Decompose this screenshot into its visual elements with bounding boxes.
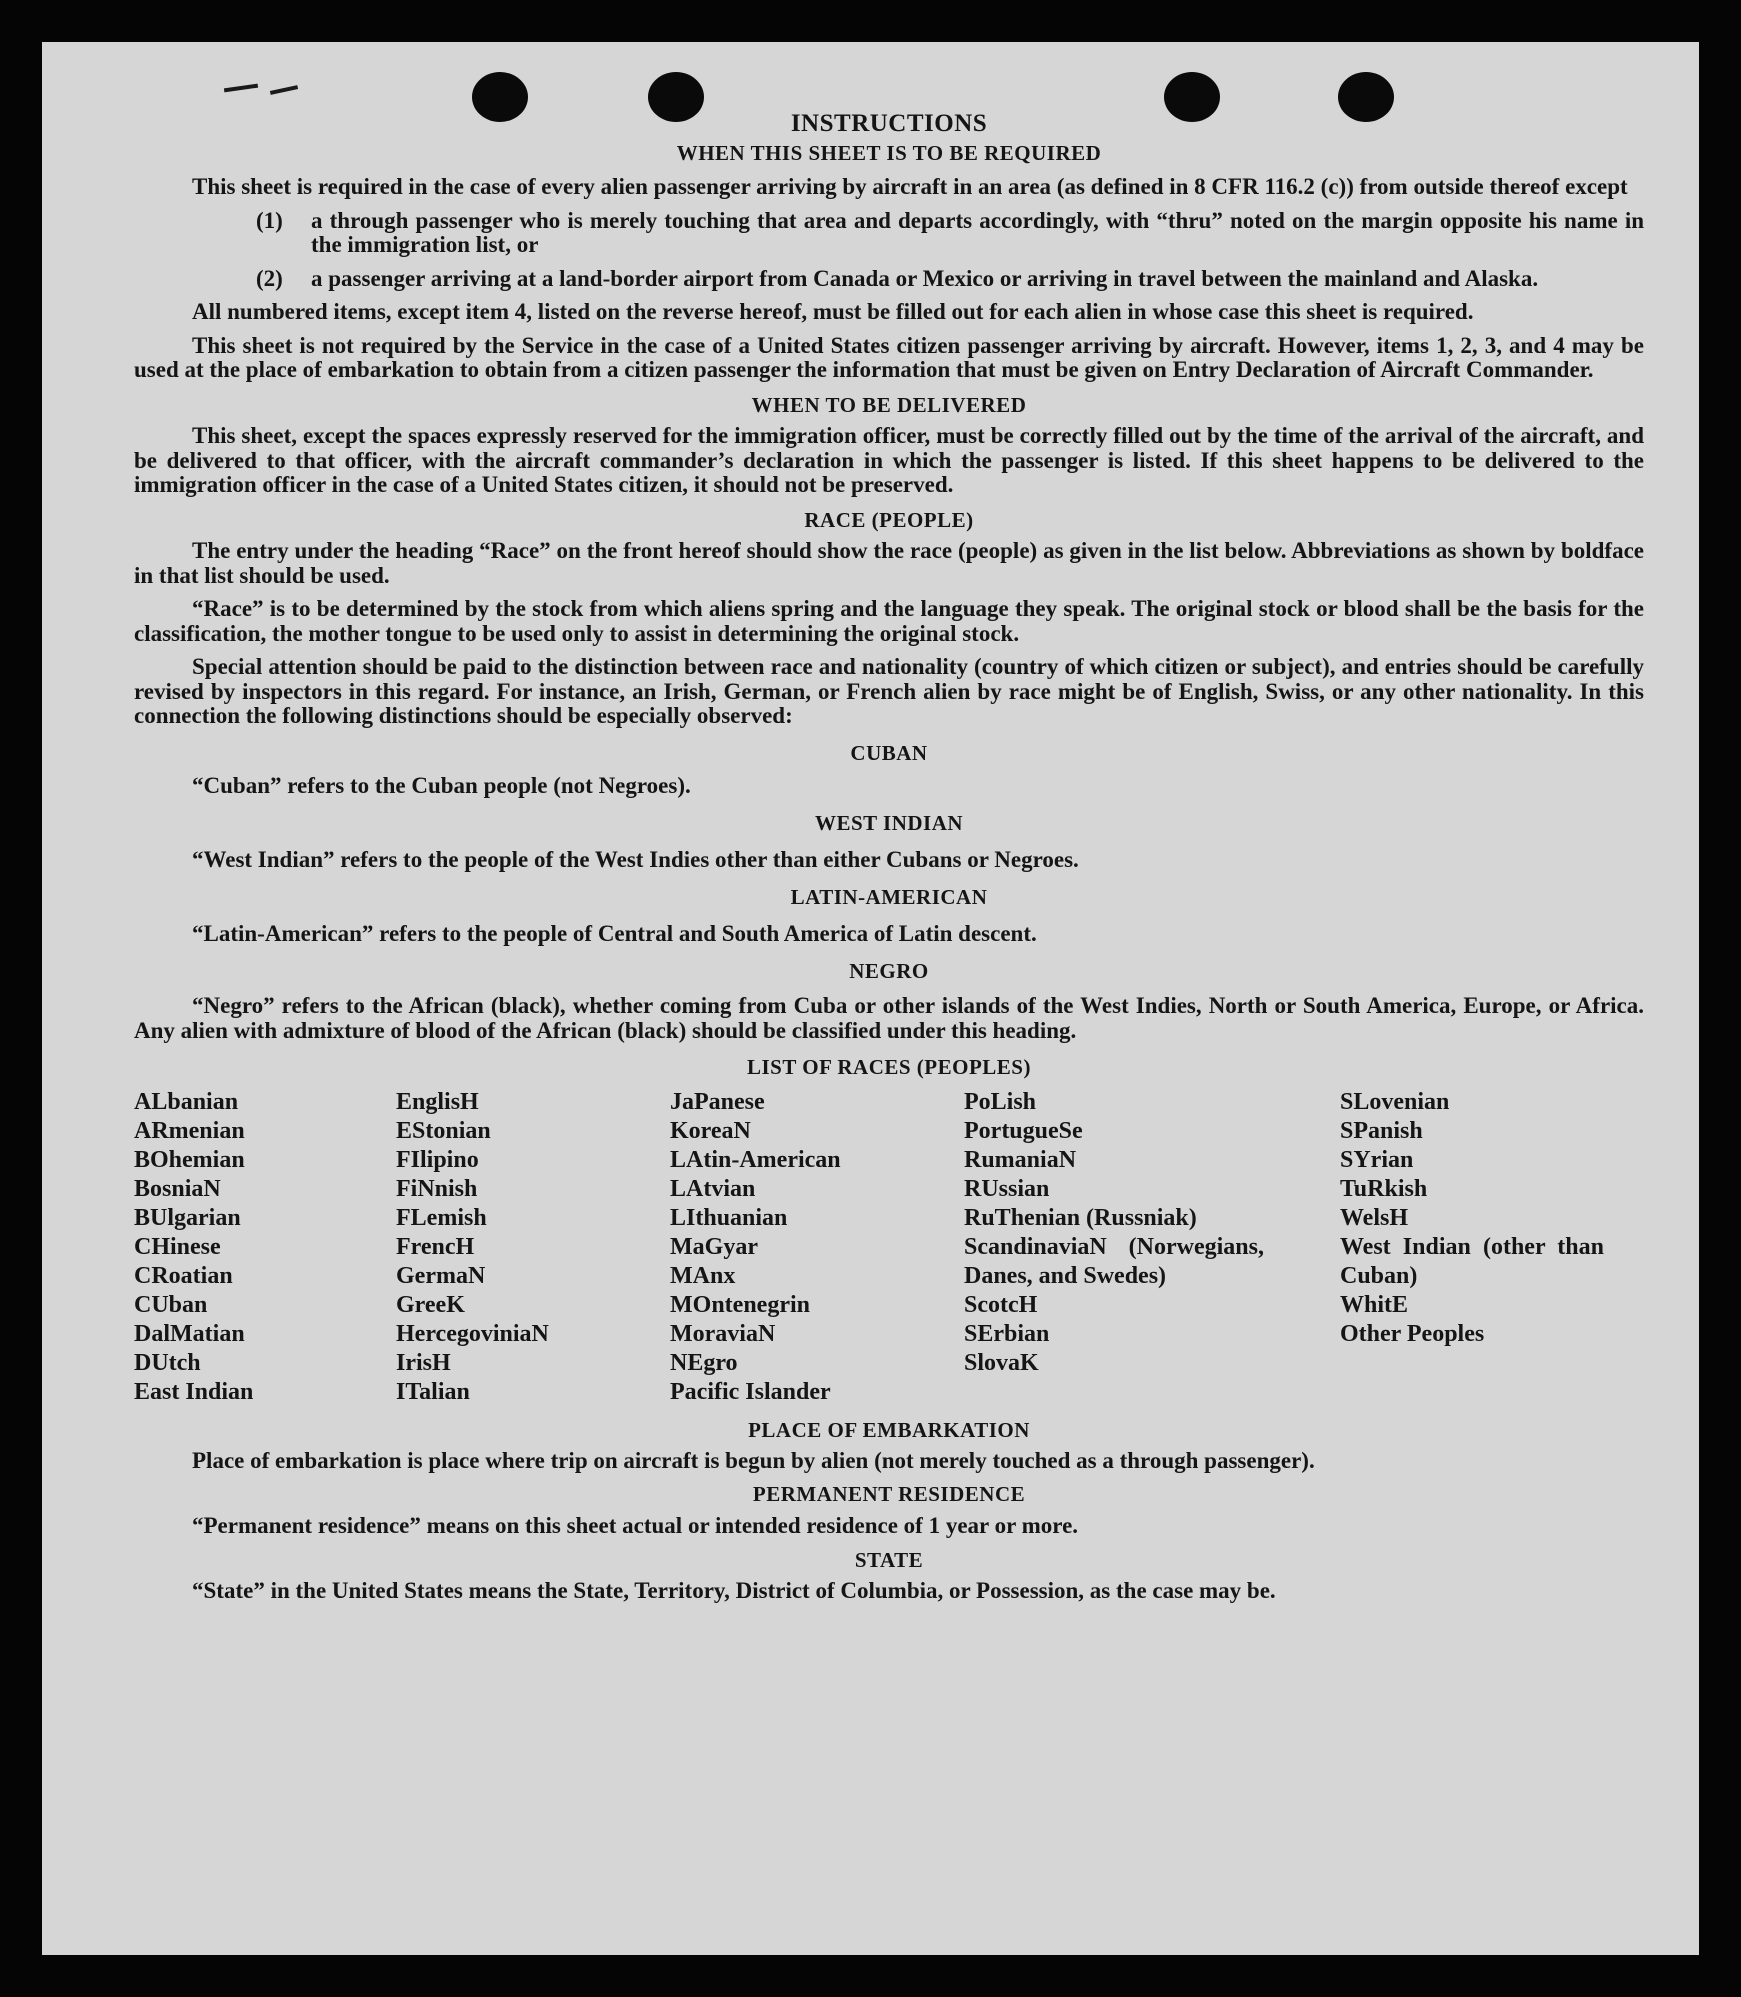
state-text: “State” in the United States means the State, Territory, District of Columbia, or Possession, as the case may be. — [192, 1578, 1276, 1603]
race-entry: SLovenian — [1340, 1088, 1450, 1115]
section-heading-required: WHEN THIS SHEET IS TO BE REQUIRED — [676, 140, 1102, 165]
race-entry: MoraviaN — [670, 1320, 776, 1347]
race-entry: BUlgarian — [134, 1204, 241, 1231]
exception-number: (1) — [256, 207, 283, 233]
heading-permanent-residence: PERMANENT RESIDENCE — [752, 1481, 1026, 1506]
exception-item — [256, 209, 1644, 258]
race-entry: DUtch — [134, 1349, 201, 1376]
race-entry: GermaN — [396, 1262, 486, 1289]
race-entry: JaPanese — [670, 1088, 765, 1115]
embarkation-text: Place of embarkation is place where trip on aircraft is begun by alien (not merely touched as a through passenger). — [192, 1448, 1315, 1473]
race-entry: BOhemian — [134, 1146, 245, 1173]
race-entry: FiNnish — [396, 1175, 478, 1202]
residence-text: “Permanent residence” means on this sheet actual or intended residence of 1 year or more. — [192, 1513, 1079, 1538]
race-entry: ALbanian — [134, 1088, 239, 1115]
race-entry: RUssian — [964, 1175, 1050, 1202]
required-intro: This sheet is required in the case of every alien passenger arriving by aircraft in an area (as defined in 8 CFR 116.2 (c)) from outside thereof except — [192, 174, 1628, 199]
race-entry: LAtin-American — [670, 1146, 841, 1173]
race-entry: DalMatian — [134, 1320, 245, 1347]
race-entry: CUban — [134, 1291, 208, 1318]
race-entry: WelsH — [1340, 1204, 1409, 1231]
race-entry: ITalian — [396, 1378, 470, 1405]
required-para-2: All numbered items, except item 4, listed on the reverse hereof, must be filled out for each alien in whose case this sheet is required. — [192, 299, 1474, 324]
race-entry: KoreaN — [670, 1117, 751, 1144]
race-entry: LAtvian — [670, 1175, 756, 1202]
race-column-5 — [1340, 1088, 1604, 1349]
heading-cuban: CUBAN — [850, 740, 928, 765]
race-entry: MaGyar — [670, 1233, 758, 1260]
required-para-3: This sheet is not required by the Service in the case of a United States citizen passenger arriving by aircraft. However, items 1, 2, 3, and 4 may be used at the place of embarkation to obtain from a citizen passenger the information that must be given on Entry Declaration of Aircraft Commander. — [134, 332, 1644, 382]
race-entry: HercegoviniaN — [396, 1320, 549, 1347]
race-list — [134, 1088, 1644, 1418]
race-column-4 — [964, 1088, 1264, 1378]
race-entry: NEgro — [670, 1349, 738, 1376]
race-entry: GreeK — [396, 1291, 465, 1318]
west-indian-text: “West Indian” refers to the people of the West Indies other than either Cubans or Negroes. — [192, 847, 1079, 872]
race-entry: FLemish — [396, 1204, 487, 1231]
document-sheet — [42, 42, 1699, 1955]
race-entry: TuRkish — [1340, 1175, 1428, 1202]
heading-state: STATE — [854, 1547, 924, 1572]
race-entry: PoLish — [964, 1088, 1037, 1115]
race-column-1 — [134, 1088, 253, 1407]
exception-text: a through passenger who is merely touching that area and departs accordingly, with “thru” noted on the margin opposite his name in the immigration list, or — [311, 207, 1644, 257]
race-entry: IrisH — [396, 1349, 451, 1376]
race-entry: ScandinaviaN (Norwegians, Danes, and Swedes) — [964, 1233, 1264, 1289]
race-entry: WhitE — [1340, 1291, 1409, 1318]
race-entry: EnglisH — [396, 1088, 479, 1115]
race-entry: CHinese — [134, 1233, 221, 1260]
race-entry: SPanish — [1340, 1117, 1423, 1144]
race-entry: RumaniaN — [964, 1146, 1077, 1173]
instructions-content — [134, 112, 1644, 1604]
heading-latin-american: LATIN-AMERICAN — [790, 884, 988, 909]
race-para-2: “Race” is to be determined by the stock from which aliens spring and the language they speak. The original stock or blood shall be the basis for the classification, the mother tongue to be used only to assist in determining the original stock. — [134, 596, 1644, 646]
race-entry: EStonian — [396, 1117, 491, 1144]
race-entry: MAnx — [670, 1262, 736, 1289]
race-entry: SlovaK — [964, 1349, 1039, 1376]
pen-mark — [224, 84, 258, 93]
heading-embarkation: PLACE OF EMBARKATION — [748, 1417, 1030, 1442]
race-column-3 — [670, 1088, 841, 1407]
race-entry: PortugueSe — [964, 1117, 1083, 1144]
race-entry: FrencH — [396, 1233, 475, 1260]
delivered-text: This sheet, except the spaces expressly reserved for the immigration officer, must be correctly filled out by the time of the arrival of the aircraft, and be delivered to that officer, with the aircraft commander’s declaration in which the passenger is listed. If this sheet happens to be delivered to the immigration officer in the case of a United States citizen, it should not be preserved. — [134, 423, 1644, 497]
negro-text: “Negro” refers to the African (black), whether coming from Cuba or other islands of the West Indies, North or South America, Europe, or Africa. Any alien with admixture of blood of the African (black) should be classified under this heading. — [134, 993, 1644, 1043]
race-para-3: Special attention should be paid to the distinction between race and nationality (country of which citizen or subject), and entries should be carefully revised by inspectors in this regard. For instance, an Irish, German, or French alien by race might be of English, Swiss, or any other nationality. In this connection the following distinctions should be especially observed: — [134, 654, 1644, 728]
race-entry: CRoatian — [134, 1262, 233, 1289]
race-entry: West Indian (other than Cuban) — [1340, 1233, 1604, 1289]
race-entry: MOntenegrin — [670, 1291, 810, 1318]
latin-american-text: “Latin-American” refers to the people of Central and South America of Latin descent. — [192, 921, 1037, 946]
exception-text: a passenger arriving at a land-border airport from Canada or Mexico or arriving in travel between the mainland and Alaska. — [311, 265, 1539, 291]
heading-list-of-races: LIST OF RACES (PEOPLES) — [747, 1055, 1031, 1079]
section-heading-race: RACE (PEOPLE) — [804, 507, 974, 532]
race-entry: Pacific Islander — [670, 1378, 831, 1405]
race-entry: BosniaN — [134, 1175, 221, 1202]
heading-west-indian: WEST INDIAN — [814, 810, 964, 835]
page-title: INSTRUCTIONS — [790, 110, 988, 137]
race-entry: Other Peoples — [1340, 1320, 1485, 1347]
race-entry: RuThenian (Russniak) — [964, 1204, 1197, 1231]
race-column-2 — [396, 1088, 549, 1407]
exception-item — [256, 267, 1644, 292]
race-para-1: The entry under the heading “Race” on the front hereof should show the race (people) as given in the list below. Abbreviations as shown by boldface in that list should be used. — [134, 538, 1644, 588]
race-entry: LIthuanian — [670, 1204, 788, 1231]
race-entry: ScotcH — [964, 1291, 1038, 1318]
heading-negro: NEGRO — [849, 958, 929, 983]
cuban-text: “Cuban” refers to the Cuban people (not Negroes). — [192, 773, 691, 798]
race-entry: SYrian — [1340, 1146, 1414, 1173]
exception-number: (2) — [256, 265, 283, 291]
race-entry: FIlipino — [396, 1146, 479, 1173]
section-heading-delivered: WHEN TO BE DELIVERED — [751, 392, 1027, 417]
race-entry: East Indian — [134, 1378, 254, 1405]
race-entry: ARmenian — [134, 1117, 245, 1144]
pen-mark — [270, 85, 298, 95]
race-entry: SErbian — [964, 1320, 1050, 1347]
